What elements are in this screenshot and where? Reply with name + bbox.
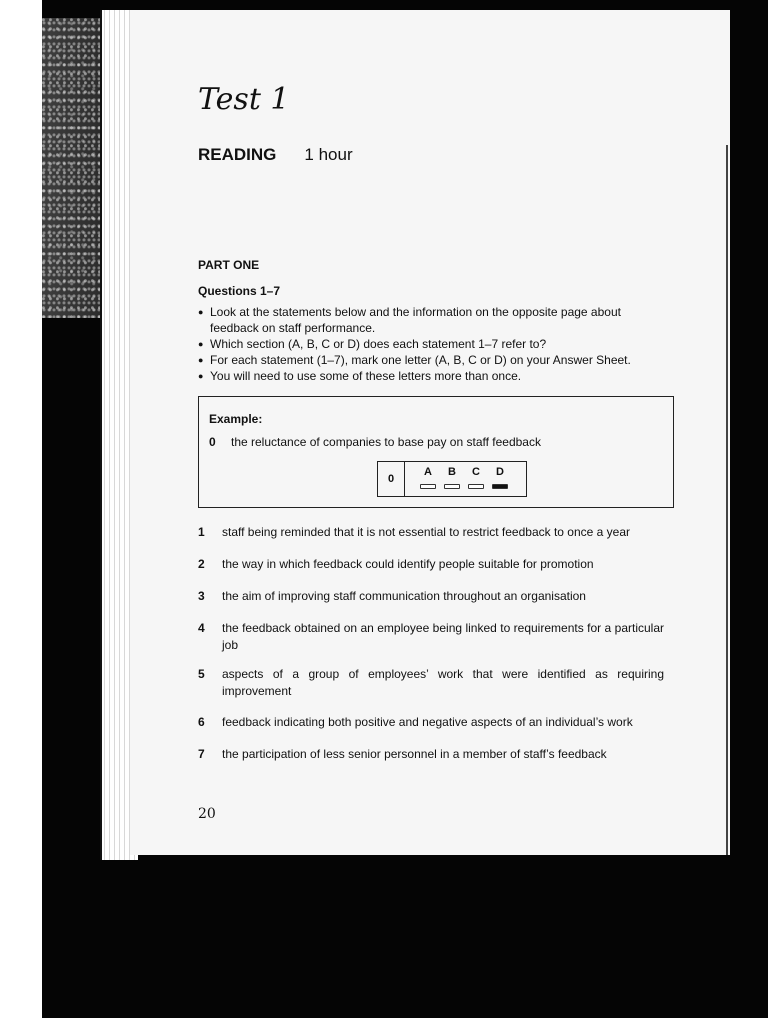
question-number: 6 — [198, 715, 205, 729]
page-number: 20 — [198, 806, 216, 822]
answer-letter-a: A — [424, 466, 432, 478]
question-number: 1 — [198, 525, 205, 539]
instruction-item: ● You will need to use some of these letters more than once. — [198, 368, 668, 384]
question-text: feedback indicating both positive and negative aspects of an individual’s work — [222, 715, 633, 729]
answer-mark-d — [492, 484, 508, 489]
question-number: 5 — [198, 667, 205, 681]
questions-range: Questions 1–7 — [198, 284, 281, 298]
answer-letter-c: C — [472, 466, 480, 478]
answer-letter-d: D — [496, 466, 504, 478]
question-item — [198, 666, 664, 700]
example-label: Example: — [209, 412, 263, 426]
question-number: 4 — [198, 621, 205, 635]
answer-mark-a — [420, 484, 436, 489]
question-item — [198, 620, 664, 654]
example-box — [198, 396, 674, 508]
question-item — [198, 556, 664, 573]
question-text: aspects of a group of employees’ work that were identified as requiring improvement — [222, 667, 664, 698]
answer-mark-c — [468, 484, 484, 489]
instruction-item: ● Look at the statements below and the information on the opposite page about feedback on staff performance. — [198, 304, 668, 336]
section-duration: 1 hour — [304, 145, 353, 164]
page-title: Test 1 — [198, 82, 290, 117]
answer-mark-b — [444, 484, 460, 489]
instruction-item: ● For each statement (1–7), mark one letter (A, B, C or D) on your Answer Sheet. — [198, 352, 668, 368]
question-item — [198, 746, 664, 763]
question-number: 3 — [198, 589, 205, 603]
question-item — [198, 524, 664, 541]
instruction-item: ● Which section (A, B, C or D) does each statement 1–7 refer to? — [198, 336, 668, 352]
example-text: the reluctance of companies to base pay on staff feedback — [231, 435, 541, 449]
section-name: READING — [198, 145, 277, 164]
page-right-edge — [726, 145, 728, 855]
section-heading — [198, 145, 353, 165]
example-number: 0 — [209, 435, 216, 449]
answer-grid-number: 0 — [378, 462, 405, 496]
question-number: 2 — [198, 557, 205, 571]
part-heading: PART ONE — [198, 258, 260, 272]
question-text: staff being reminded that it is not essential to restrict feedback to once a year — [222, 525, 631, 539]
question-text: the participation of less senior personnel in a member of staff’s feedback — [222, 747, 607, 761]
question-text: the aim of improving staff communication throughout an organisation — [222, 589, 586, 603]
question-text: the feedback obtained on an employee being linked to requirements for a particular job — [222, 621, 664, 652]
answer-letter-b: B — [448, 466, 456, 478]
question-text: the way in which feedback could identify people suitable for promotion — [222, 557, 594, 571]
question-item — [198, 714, 664, 731]
question-item — [198, 588, 664, 605]
question-number: 7 — [198, 747, 205, 761]
instruction-list — [198, 304, 668, 384]
example-answer-grid — [377, 461, 527, 497]
